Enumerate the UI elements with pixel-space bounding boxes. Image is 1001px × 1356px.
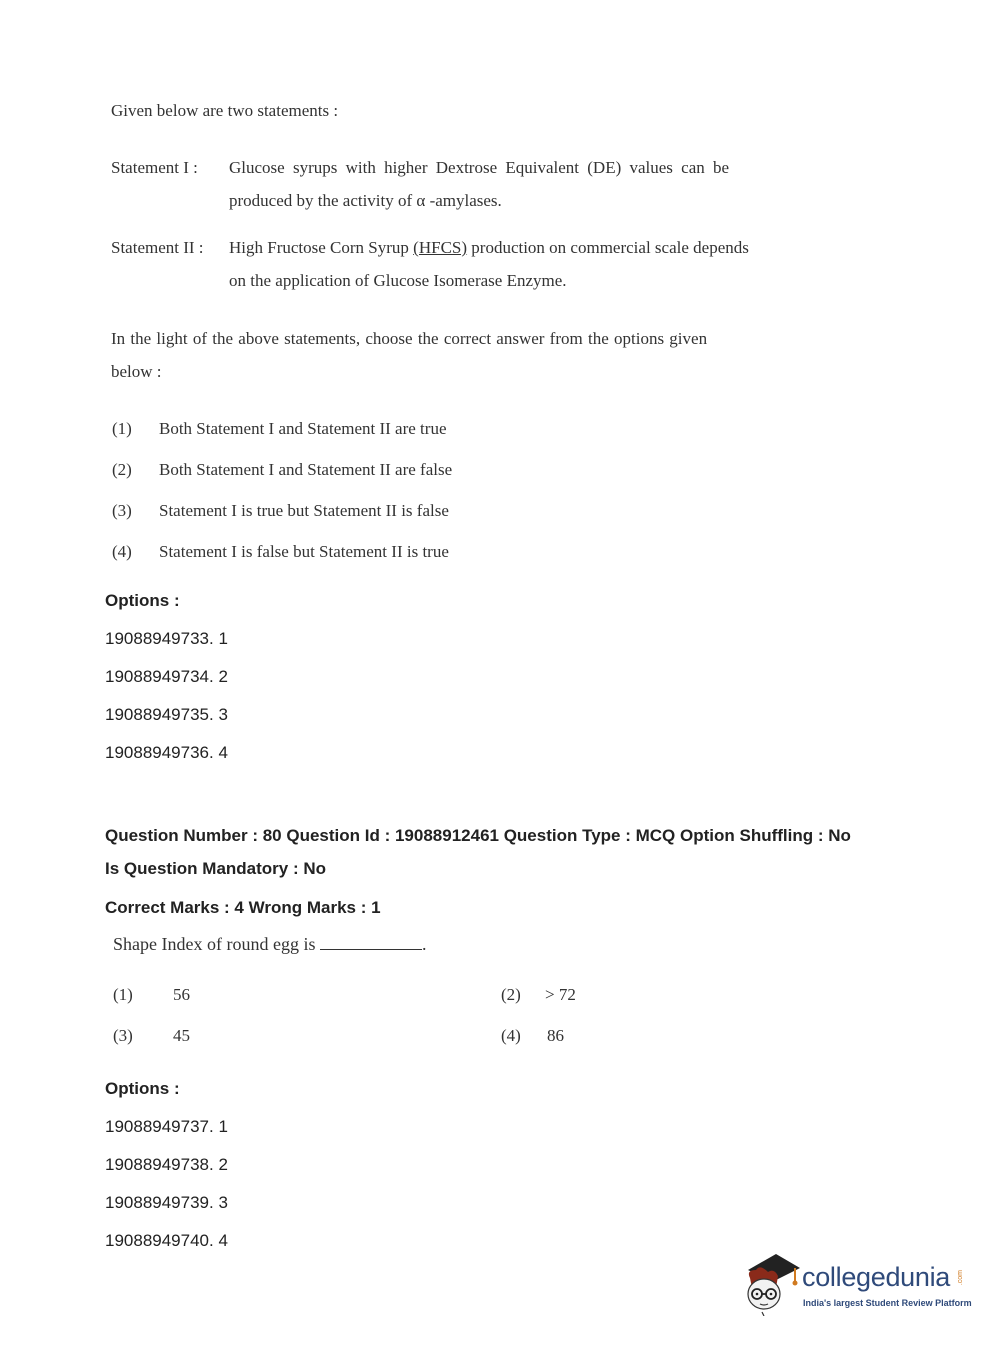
choice-3-number: (3) bbox=[112, 501, 132, 520]
statement-1-line-1: Glucose syrups with higher Dextrose Equivalent (DE) values can be bbox=[229, 158, 730, 177]
option-id: 19088949734. 2 bbox=[105, 667, 228, 686]
q2-choice-2-text: > 72 bbox=[545, 985, 576, 1004]
options-heading-1: Options : bbox=[105, 591, 180, 610]
choice-4-text: Statement I is false but Statement II is true bbox=[159, 542, 449, 561]
statement-1-line-2: produced by the activity of α -amylases. bbox=[229, 191, 502, 210]
option-id: 19088949740. 4 bbox=[105, 1231, 228, 1250]
logo-wordmark: collegedunia bbox=[802, 1262, 951, 1292]
statement-2-line-1: High Fructose Corn Syrup (HFCS) production on commercial scale depends bbox=[229, 238, 749, 257]
option-id: 19088949736. 4 bbox=[105, 743, 228, 762]
statement-1-label: Statement I : bbox=[111, 158, 198, 177]
question-prompt-line-1: In the light of the above statements, choose the correct answer from the options given bbox=[111, 329, 708, 348]
choice-4-number: (4) bbox=[112, 542, 132, 561]
question-meta-line-1: Question Number : 80 Question Id : 19088912461 Question Type : MCQ Option Shuffling : No bbox=[105, 826, 851, 845]
option-id: 19088949735. 3 bbox=[105, 705, 228, 724]
question-marks: Correct Marks : 4 Wrong Marks : 1 bbox=[105, 898, 381, 917]
option-id: 19088949733. 1 bbox=[105, 629, 228, 648]
collegedunia-logo bbox=[742, 1248, 972, 1318]
logo-domain-suffix: .com bbox=[957, 1270, 964, 1286]
hfcs-abbreviation: (HFCS) bbox=[413, 238, 468, 257]
choice-2-text: Both Statement I and Statement II are false bbox=[159, 460, 453, 479]
option-id: 19088949738. 2 bbox=[105, 1155, 228, 1174]
options-heading-2: Options : bbox=[105, 1079, 180, 1098]
choice-1-text: Both Statement I and Statement II are true bbox=[159, 419, 447, 438]
q2-choice-1-number: (1) bbox=[113, 985, 133, 1004]
statement-2-label: Statement II : bbox=[111, 238, 204, 257]
q2-choice-2-number: (2) bbox=[501, 985, 521, 1004]
q2-choice-3-number: (3) bbox=[113, 1026, 133, 1045]
choice-2-number: (2) bbox=[112, 460, 132, 479]
answer-blank bbox=[320, 935, 422, 950]
question-meta-line-2: Is Question Mandatory : No bbox=[105, 859, 327, 878]
option-id: 19088949737. 1 bbox=[105, 1117, 228, 1136]
q2-choice-3-text: 45 bbox=[173, 1026, 190, 1045]
q2-choice-4-text: 86 bbox=[547, 1026, 564, 1045]
choice-1-number: (1) bbox=[112, 419, 132, 438]
option-id: 19088949739. 3 bbox=[105, 1193, 228, 1212]
question-prompt-line-2: below : bbox=[111, 362, 162, 381]
choice-3-text: Statement I is true but Statement II is false bbox=[159, 501, 449, 520]
question-intro: Given below are two statements : bbox=[111, 101, 339, 120]
q2-choice-4-number: (4) bbox=[501, 1026, 521, 1045]
mascot-icon bbox=[742, 1248, 802, 1316]
question-2-text: Shape Index of round egg is . bbox=[113, 934, 427, 954]
statement-2-line-2: on the application of Glucose Isomerase Enzyme. bbox=[229, 271, 567, 290]
q2-choice-1-text: 56 bbox=[173, 985, 190, 1004]
logo-tagline: India's largest Student Review Platform bbox=[803, 1298, 972, 1308]
